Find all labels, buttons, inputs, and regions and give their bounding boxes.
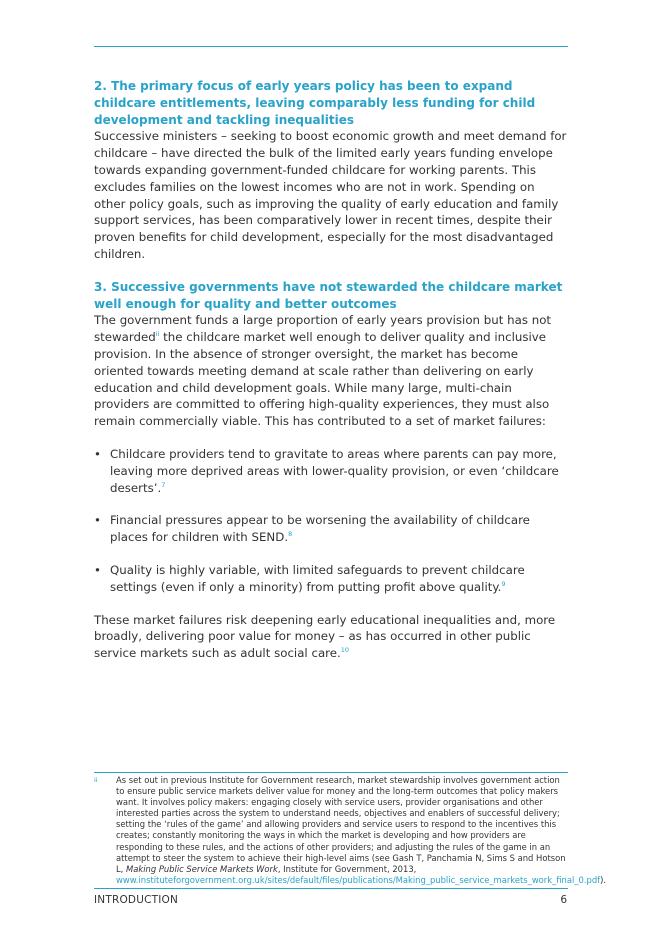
section-3-heading: 3. Successive governments have not stewarded the childcare market well enough for quality and better outcomes [94, 279, 563, 311]
footer-divider [94, 888, 568, 889]
bullet-icon: • [94, 446, 101, 461]
footnote-italic-title: Making Public Service Markets Work [126, 863, 278, 874]
bullet-icon: • [94, 513, 101, 528]
footnote-marker: ii [94, 776, 98, 784]
footnote-text-end: ). [600, 874, 607, 885]
list-item-text: Financial pressures appear to be worsening the availability of childcare places for children with SEND. [110, 513, 530, 545]
footnote-divider [94, 772, 568, 773]
list-item-text: Childcare providers tend to gravitate to areas where parents can pay more, leaving more deprived areas with lower-quality provision, or even ‘childcare deserts’. [110, 446, 559, 495]
closing-paragraph [94, 612, 568, 662]
footer-section-label: INTRODUCTION [94, 894, 179, 906]
section-2-heading: 2. The primary focus of early years policy has been to expand childcare entitlements, leaving comparably less funding for child development and tackling inequalities [94, 79, 536, 127]
main-content [94, 78, 568, 662]
footnote-link[interactable]: www.instituteforgovernment.org.uk/sites/default/files/publications/Making_public_service_markets_work_final_0.pdf [116, 874, 601, 885]
section-3-body-part1: The government funds a large proportion of early years provision but has not stewarded [94, 313, 552, 345]
endnote-reference[interactable]: 10 [340, 646, 350, 655]
section-3-body-part2: the childcare market well enough to deliver quality and inclusive provision. In the absence of stronger oversight, the market has become oriented towards meeting demand at scale rather than delivering on early education and child development goals. While many large, multi-chain providers are committed to offering high-quality experiences, they must also remain commercially viable. This has contributed to a set of market failures: [94, 330, 550, 429]
footnote-text-middle: , Institute for Government, 2013, [277, 863, 417, 874]
footnote-reference-ii[interactable]: ii [155, 330, 160, 339]
bullet-icon: • [94, 562, 101, 577]
endnote-reference[interactable]: 9 [501, 579, 506, 588]
footnote-text-start: As set out in previous Institute for Government research, market stewardship involves government action to ensure public service markets deliver value for money and the long-term outcomes that policy makers want. It involves policy makers: engaging closely with service users, provider organisations and other interested parties across the system to understand needs, objectives and enablers of successful delivery; setting the ‘rules of the game’ and allowing providers and service users to respond to the incentives this creates; constantly monitoring the ways in which the market is developing and how providers are responding to these rules, and the actions of other providers; and adjusting the rules of the game in an attempt to steer the system to achieve their high-level aims (see Gash T, Panchamia N, Sims S and Hotson L, [116, 775, 566, 874]
closing-text: These market failures risk deepening early educational inequalities and, more broadly, delivering poor value for money – as has occurred in other public service markets such as adult social care. [94, 612, 556, 661]
page-number: 6 [560, 894, 567, 906]
market-failures-list [94, 446, 568, 596]
list-item-text: Quality is highly variable, with limited safeguards to prevent childcare settings (even if only a minority) from putting profit above quality. [110, 562, 525, 594]
list-item [94, 562, 568, 596]
section-2-body: Successive ministers – seeking to boost economic growth and meet demand for childcare – have directed the bulk of the limited early years funding envelope towards expanding government-funded childcare for working parents. This excludes families on the lowest incomes who are not in work. Spending on other policy goals, such as improving the quality of early education and family support services, has been comparatively lower in recent times, despite their proven benefits for child development, especially for the most disadvantaged children. [94, 129, 567, 261]
list-item [94, 446, 568, 496]
header-divider [94, 46, 568, 47]
section-3-body [94, 312, 568, 430]
endnote-reference[interactable]: 7 [161, 480, 166, 489]
footnote [94, 775, 607, 886]
footnote-text [116, 775, 607, 886]
list-item [94, 512, 568, 546]
endnote-reference[interactable]: 8 [288, 530, 293, 539]
